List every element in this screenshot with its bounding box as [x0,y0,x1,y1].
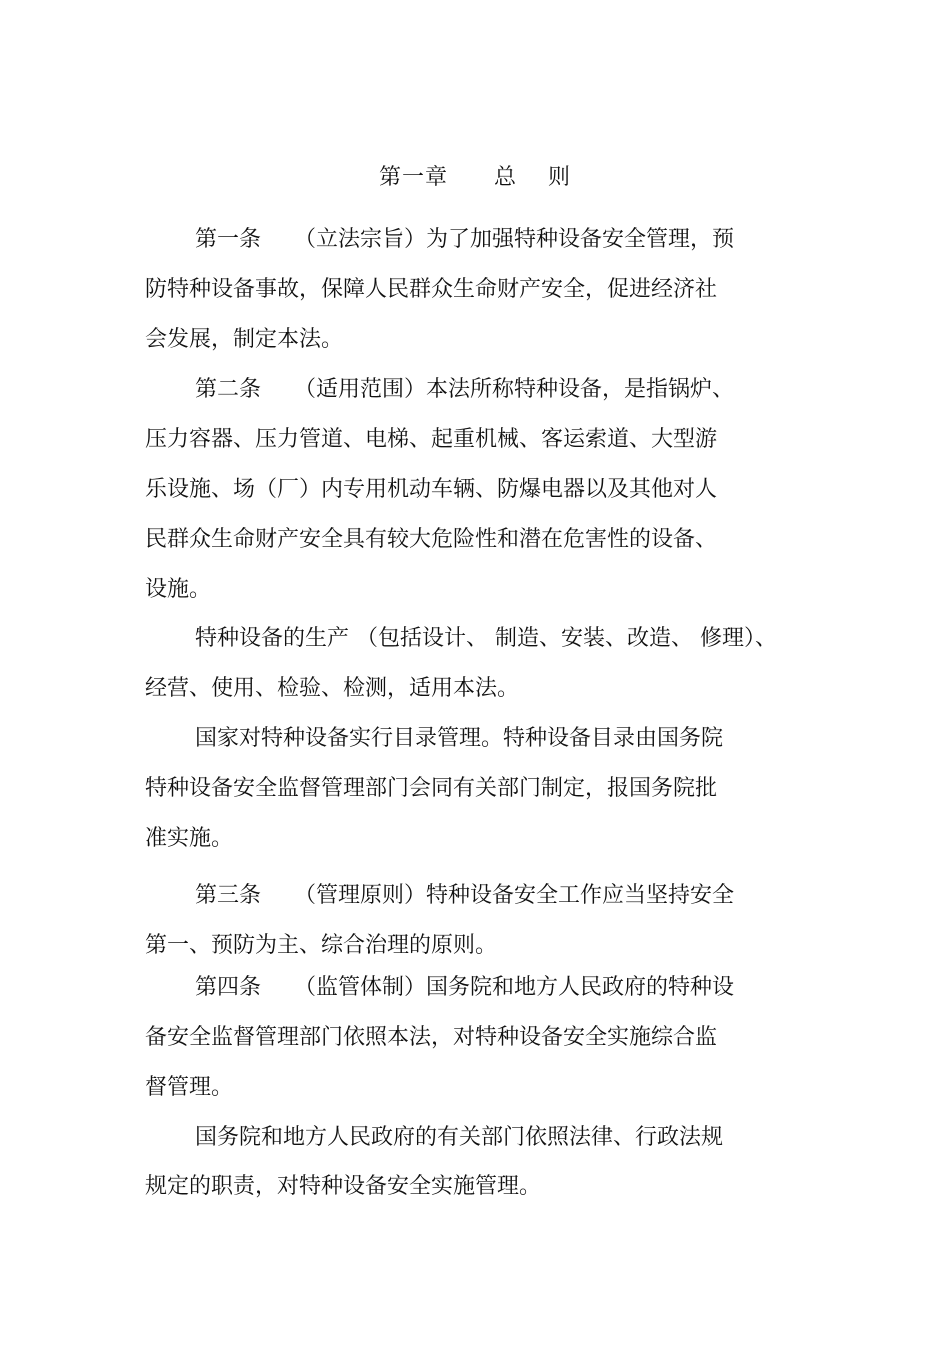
text-line: 规定的职责，对特种设备安全实施管理。 [145,1174,542,1199]
text-line: 第三条 （管理原则）特种设备安全工作应当坚持安全 [195,883,735,908]
text-line: 防特种设备事故，保障人民群众生命财产安全，促进经济社 [145,277,718,302]
text-line: 特种设备安全监督管理部门会同有关部门制定，报国务院批 [145,776,718,801]
text-line: 督管理。 [145,1075,234,1100]
text-line: 第一、预防为主、综合治理的原则。 [145,933,498,958]
text-line: 第一条 （立法宗旨）为了加强特种设备安全管理，预 [195,227,735,252]
text-line: 国务院和地方人民政府的有关部门依照法律、行政法规 [195,1125,724,1150]
text-line: 民群众生命财产安全具有较大危险性和潜在危害性的设备、 [145,527,718,552]
text-line: 准实施。 [145,826,234,851]
text-line: 设施。 [145,577,212,602]
text-line: 经营、使用、检验、检测，适用本法。 [145,676,520,701]
text-line: 乐设施、场（厂）内专用机动车辆、防爆电器以及其他对人 [145,477,718,502]
text-line: 国家对特种设备实行目录管理。特种设备目录由国务院 [195,726,724,751]
chapter-title: 第一章 总 则 [379,165,571,190]
text-line: 第二条 （适用范围）本法所称特种设备，是指锅炉、 [195,377,735,402]
text-line: 特种设备的生产 （包括设计、 制造、安装、改造、 修理）、 [195,626,777,651]
text-line: 会发展，制定本法。 [145,327,344,352]
text-line: 备安全监督管理部门依照本法，对特种设备安全实施综合监 [145,1025,718,1050]
text-line: 压力容器、压力管道、电梯、起重机械、客运索道、大型游 [145,427,718,452]
text-line: 第四条 （监管体制）国务院和地方人民政府的特种设 [195,975,735,1000]
